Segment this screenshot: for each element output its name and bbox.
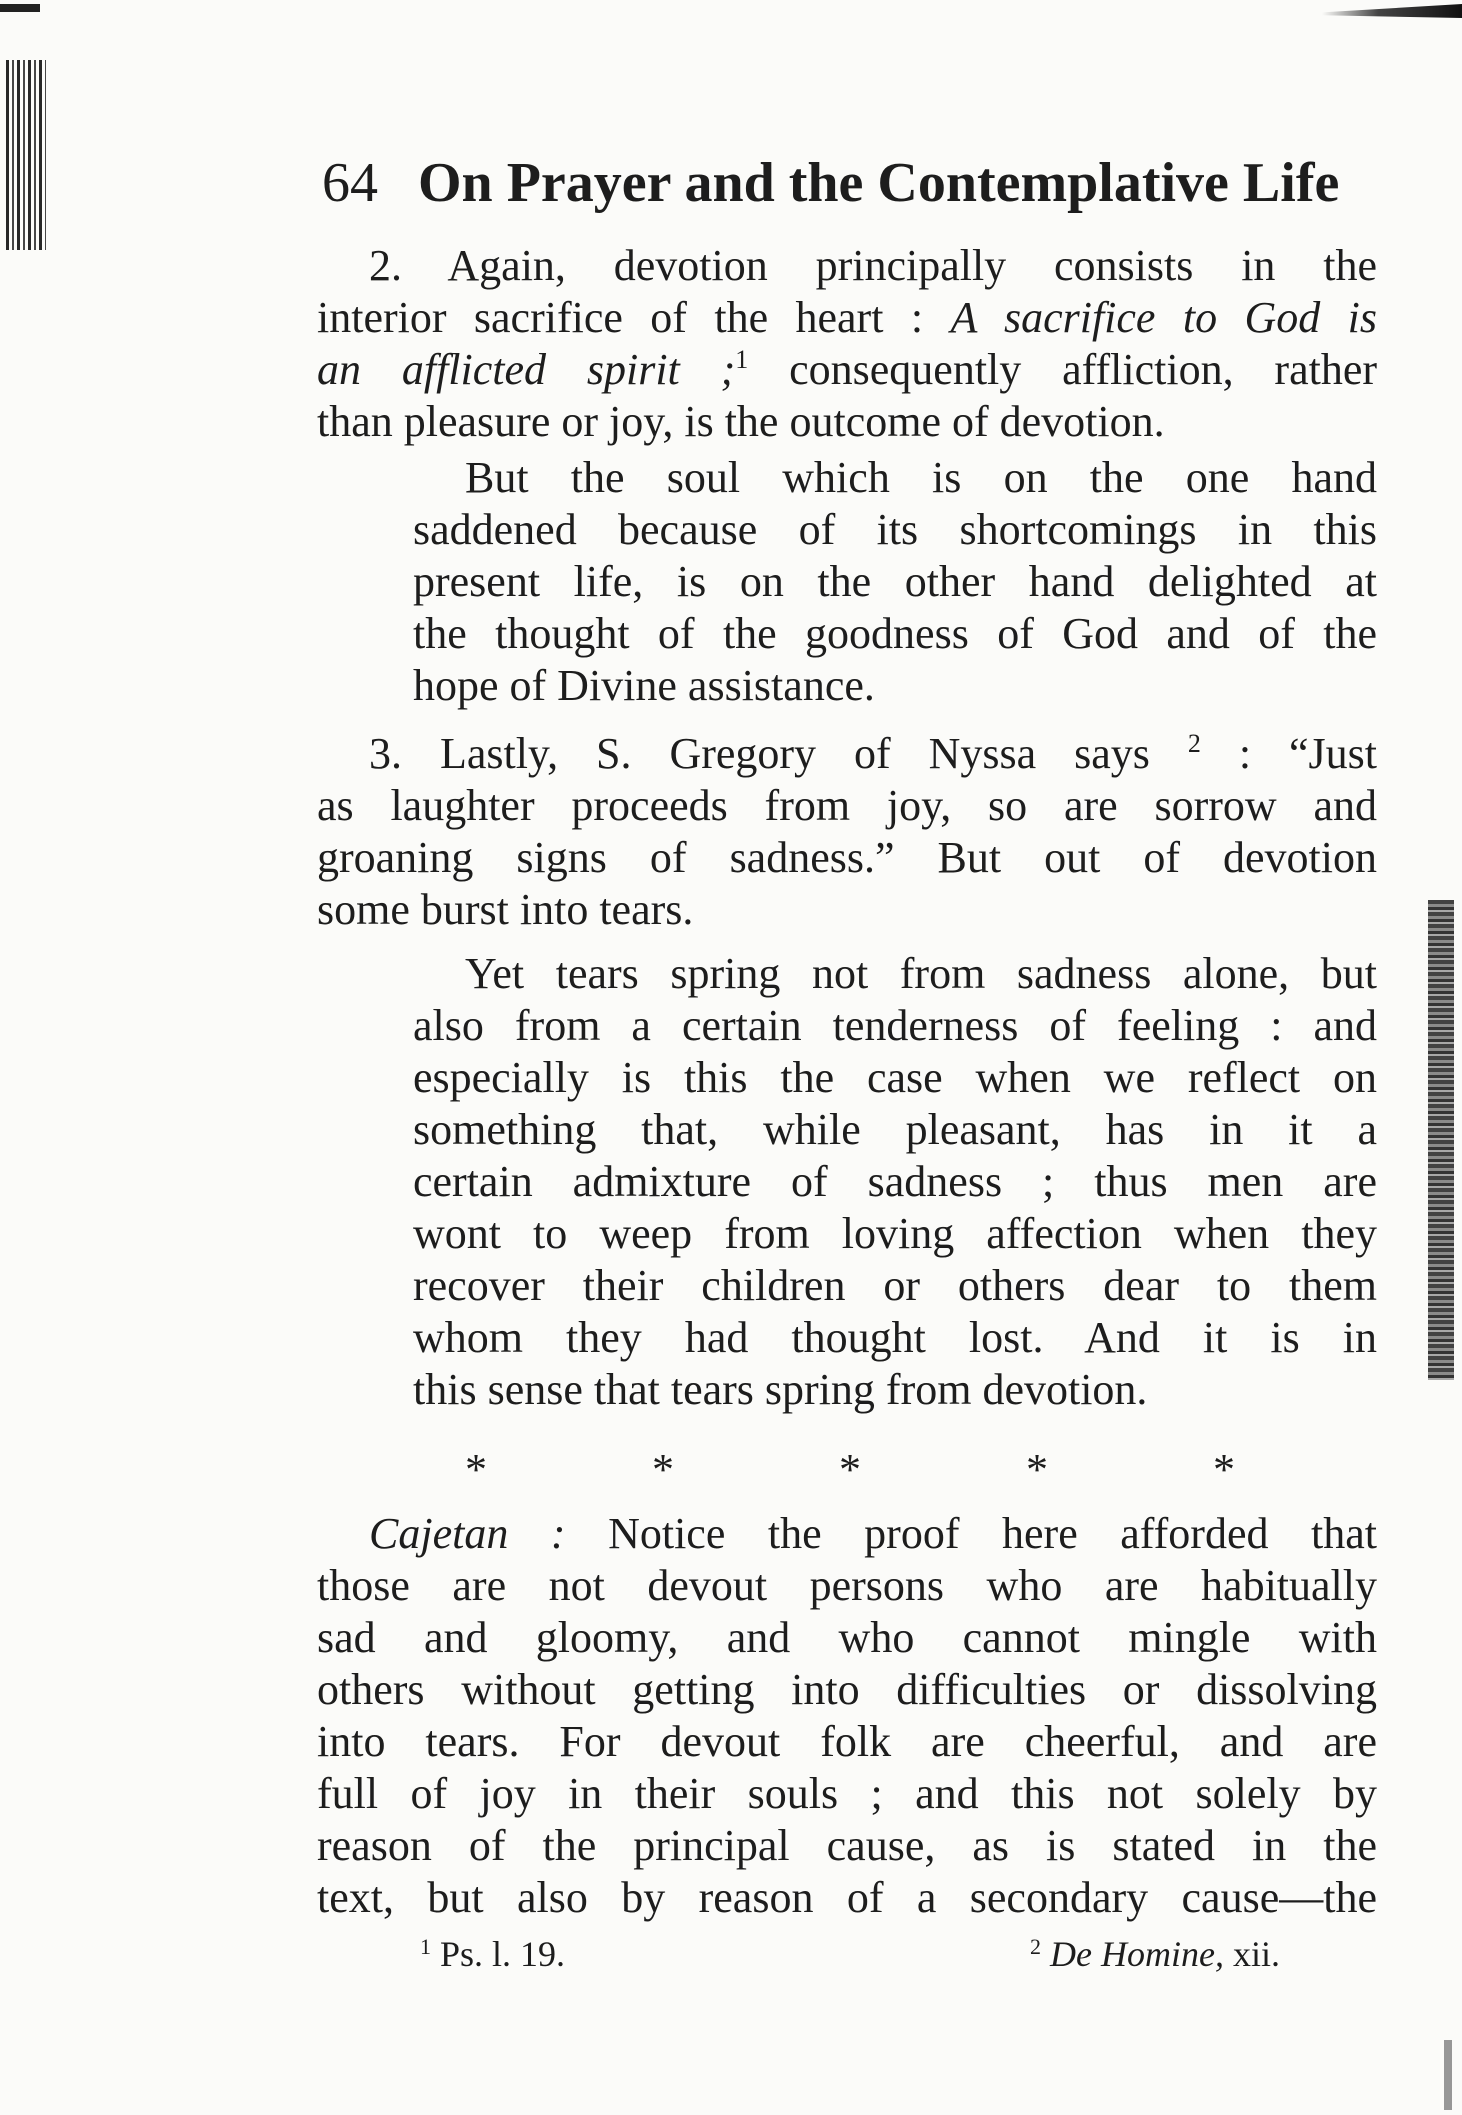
- text-line: saddened because of its shortcomings in this: [413, 505, 1377, 554]
- scan-artifact-bottom-right: [1444, 2040, 1452, 2110]
- text-line: Cajetan : Notice the proof here afforded that: [369, 1509, 1377, 1558]
- text-line: something that, while pleasant, has in it a: [413, 1105, 1377, 1154]
- text-line: into tears. For devout folk are cheerful, and are: [317, 1717, 1377, 1766]
- separator-star: *: [465, 1445, 487, 1494]
- text-line: reason of the principal cause, as is stated in the: [317, 1821, 1377, 1870]
- paragraph-1: [317, 240, 1377, 448]
- separator-star: *: [839, 1445, 861, 1494]
- paragraph-4: [413, 948, 1377, 1416]
- text-line: others without getting into difficulties or dissolving: [317, 1665, 1377, 1714]
- text-line: groaning signs of sadness.” But out of devotion: [317, 833, 1377, 882]
- paragraph-2: [413, 452, 1377, 712]
- text-line: But the soul which is on the one hand: [465, 453, 1377, 502]
- text-line: whom they had thought lost. And it is in: [413, 1313, 1377, 1362]
- text-line: also from a certain tenderness of feeling : and: [413, 1001, 1377, 1050]
- text-line: sad and gloomy, and who cannot mingle with: [317, 1613, 1377, 1662]
- commentator-name: Cajetan :: [369, 1509, 566, 1558]
- paragraph-3: [317, 728, 1377, 936]
- separator-star: *: [1026, 1445, 1048, 1494]
- text-line: 3. Lastly, S. Gregory of Nyssa says $^2$ : “Just: [369, 729, 1377, 778]
- text-line: the thought of the goodness of God and of the: [413, 609, 1377, 658]
- separator-star: *: [652, 1445, 674, 1494]
- text-line: those are not devout persons who are habitually: [317, 1561, 1377, 1610]
- text-line: hope of Divine assistance.: [413, 661, 875, 710]
- page-number: 64: [322, 152, 378, 214]
- text-line: wont to weep from loving affection when they: [413, 1209, 1377, 1258]
- separator-star: *: [1213, 1445, 1235, 1494]
- text-line: interior sacrifice of the heart : A sacrifice to God is: [317, 293, 1377, 342]
- scan-artifact-left-edge: [6, 60, 46, 250]
- running-head: [322, 148, 1342, 218]
- text-line: 2. Again, devotion principally consists in the: [369, 241, 1377, 290]
- footnote-2: $^2$ De Homine, xii.: [1030, 1934, 1280, 1974]
- footnotes: [420, 1928, 1280, 1980]
- footnote-1: $^1$ Ps. l. 19.: [420, 1934, 566, 1974]
- scan-artifact-right-edge: [1428, 900, 1454, 1380]
- text-line: present life, is on the other hand delighted at: [413, 557, 1377, 606]
- text-line: recover their children or others dear to them: [413, 1261, 1377, 1310]
- scan-artifact-top-right: [1322, 4, 1462, 18]
- text-line: certain admixture of sadness ; thus men are: [413, 1157, 1377, 1206]
- text-line: an afflicted spirit ;$^1$ consequently affliction, rather: [317, 345, 1378, 394]
- text-line: than pleasure or joy, is the outcome of devotion.: [317, 397, 1165, 446]
- text-line: some burst into tears.: [317, 885, 694, 934]
- page-title: On Prayer and the Contemplative Life: [418, 152, 1340, 214]
- footnote-ref-1: 1: [735, 345, 749, 374]
- text-line: as laughter proceeds from joy, so are sorrow and: [317, 781, 1377, 830]
- footnote-ref-2: 2: [1187, 729, 1201, 758]
- text-line: especially is this the case when we reflect on: [413, 1053, 1377, 1102]
- scan-artifact-top-left: [0, 4, 40, 12]
- text-line: text, but also by reason of a secondary cause—the: [317, 1873, 1377, 1922]
- text-line: this sense that tears spring from devotion.: [413, 1365, 1148, 1414]
- paragraph-5-commentary: [317, 1508, 1377, 1924]
- section-separator: [465, 1440, 1235, 1500]
- text-line: Yet tears spring not from sadness alone, but: [465, 949, 1377, 998]
- text-line: full of joy in their souls ; and this not solely by: [317, 1769, 1377, 1818]
